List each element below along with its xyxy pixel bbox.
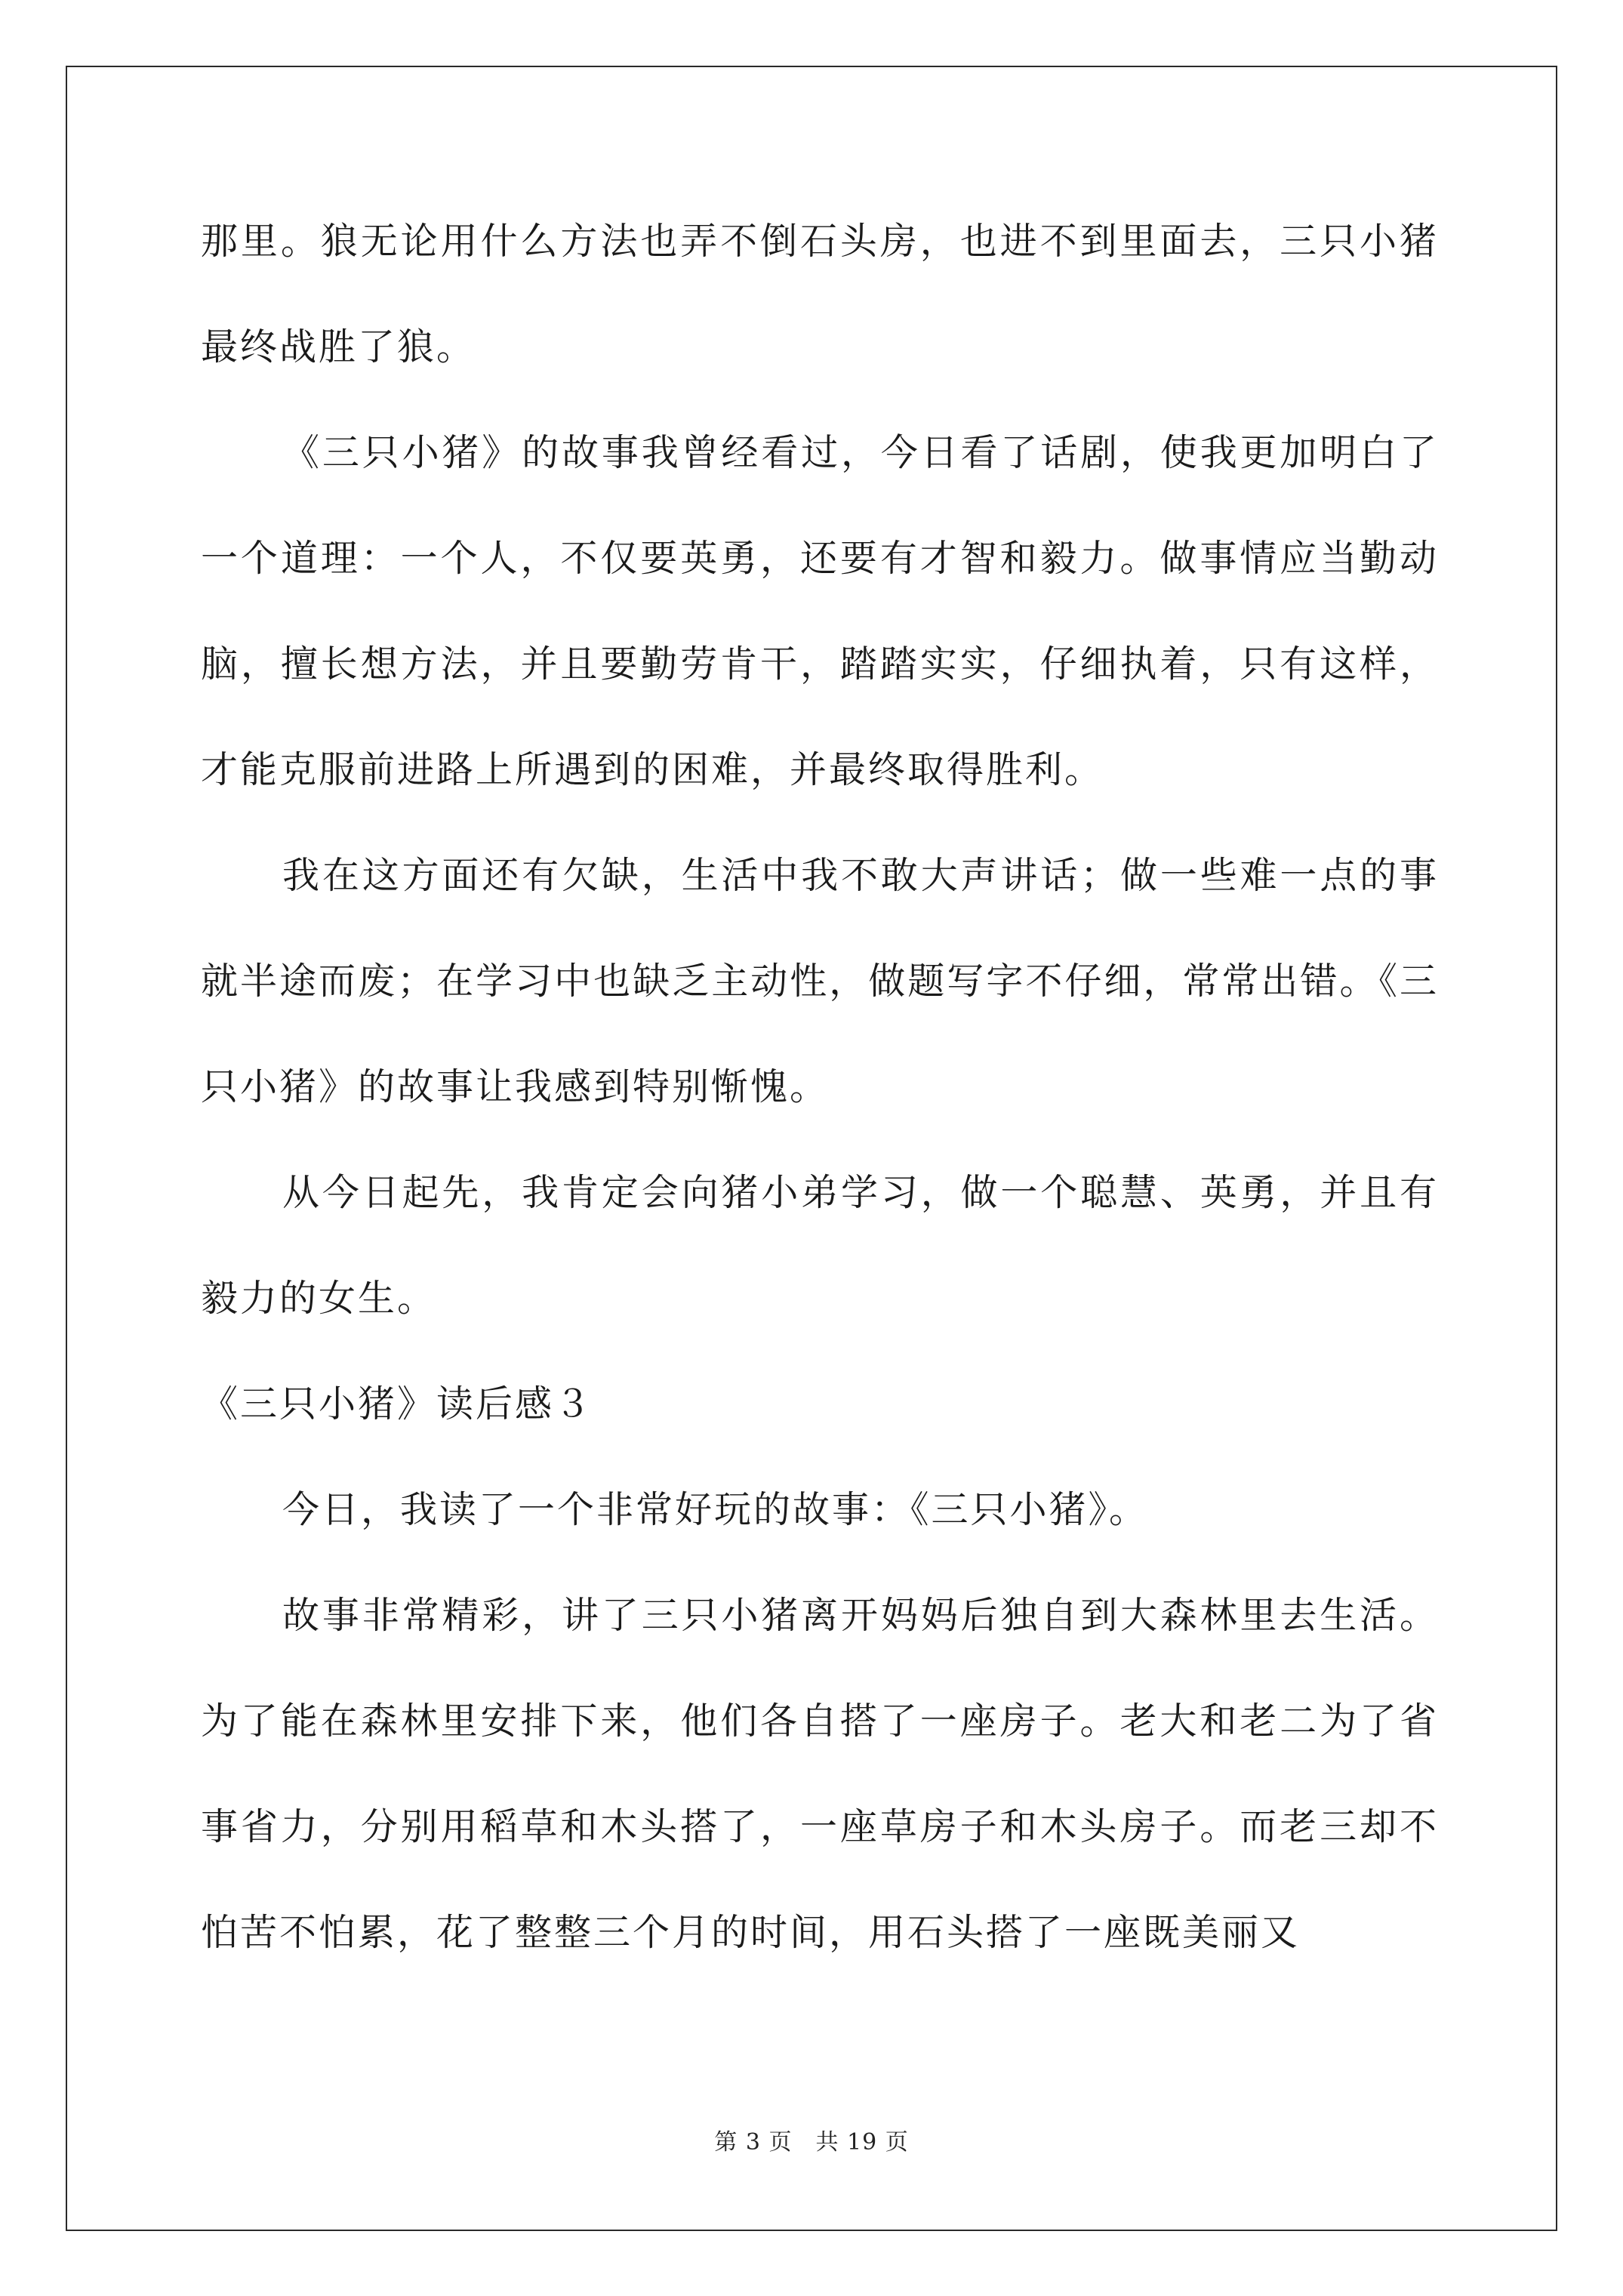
paragraph-2: 《三只小猪》的故事我曾经看过，今日看了话剧，使我更加明白了一个道理：一个人，不仅要英勇，还要有才智和毅力。做事情应当勤动脑，擅长想方法，并且要勤劳肯干，踏踏实实，仔细执着，只有这样，才能克服前进路上所遇到的困难，并最终取得胜利。 (201, 431, 1439, 791)
paragraph-1: 那里。狼无论用什么方法也弄不倒石头房，也进不到里面去，三只小猪最终战胜了狼。 (201, 220, 1439, 368)
paragraph-5: 今日，我读了一个非常好玩的故事：《三只小猪》。 (282, 1488, 1149, 1531)
paragraph-3: 我在这方面还有欠缺，生活中我不敢大声讲话；做一些难一点的事就半途而废；在学习中也缺乏主动性，做题写字不仔细，常常出错。《三只小猪》的故事让我感到特别惭愧。 (201, 854, 1439, 1108)
document-body (201, 189, 1439, 1986)
paragraph-6: 故事非常精彩，讲了三只小猪离开妈妈后独自到大森林里去生活。为了能在森林里安排下来，他们各自搭了一座房子。老大和老二为了省事省力，分别用稻草和木头搭了，一座草房子和木头房子。而老三却不怕苦不怕累，花了整整三个月的时间，用石头搭了一座既美丽又 (201, 1594, 1439, 1954)
section-heading: 《三只小猪》读后感３ (201, 1382, 594, 1425)
paragraph-4: 从今日起先，我肯定会向猪小弟学习，做一个聪慧、英勇，并且有毅力的女生。 (201, 1171, 1439, 1320)
page-number-footer: 第 3 页 共 19 页 (714, 2129, 909, 2156)
